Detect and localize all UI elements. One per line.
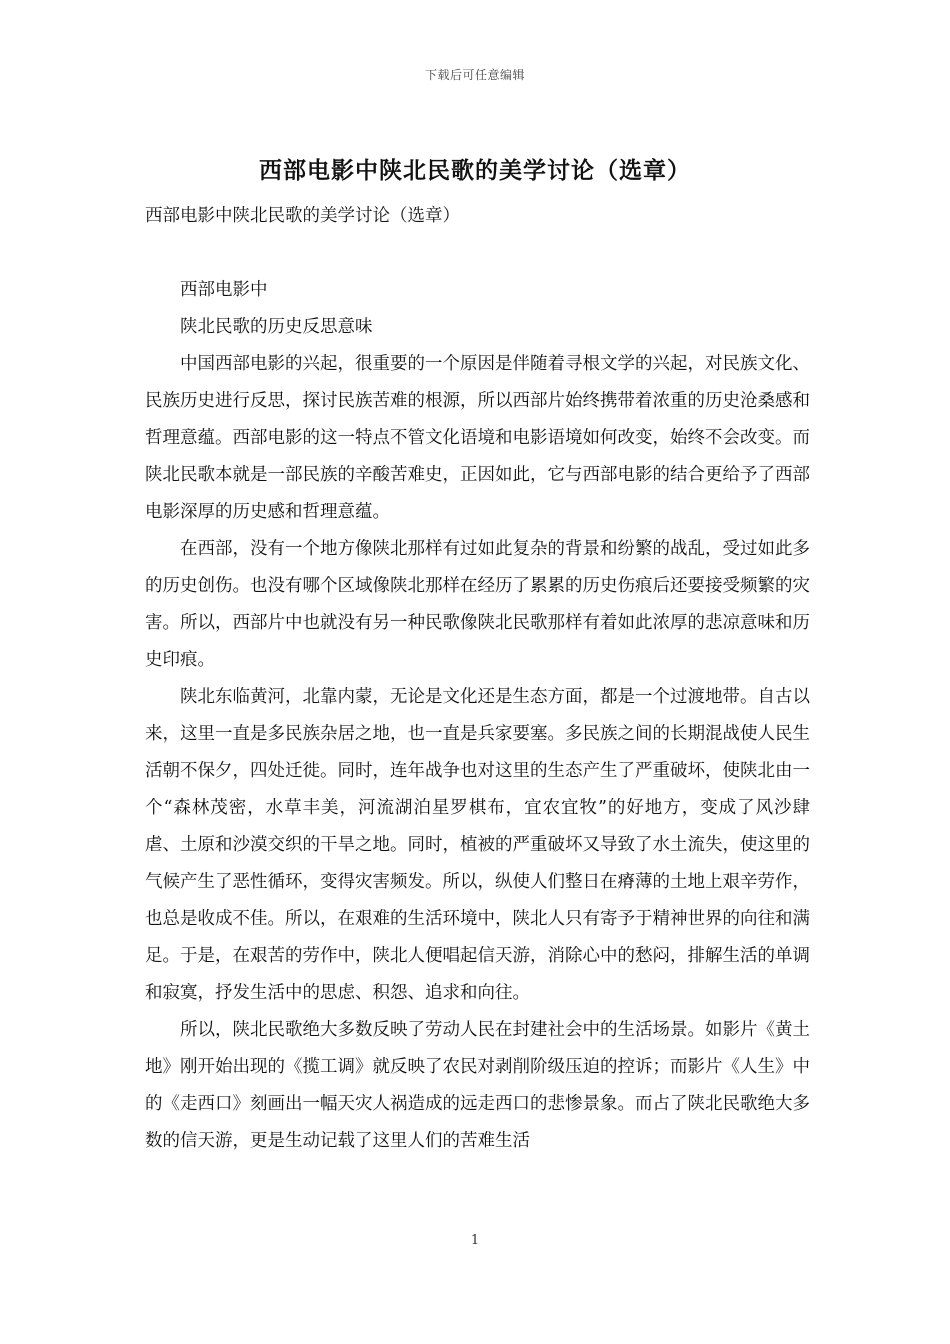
document-subtitle: 西部电影中陕北民歌的美学讨论（选章） bbox=[145, 206, 460, 226]
page-header-note: 下载后可任意编辑 bbox=[424, 68, 525, 82]
body-paragraph: 中国西部电影的兴起，很重要的一个原因是伴随着寻根文学的兴起，对民族文化、民族历史进行反思，探讨民族苦难的根源，所以西部片始终携带着浓重的历史沧桑感和哲理意蕴。西部电影的这一特点不管文化语境和电影语境如何改变，始终不会改变。而陕北民歌本就是一部民族的辛酸苦难史，正因如此，它与西部电影的结合更给予了西部电影深厚的历史感和哲理意蕴。 bbox=[145, 354, 810, 522]
section-heading-line-2: 陕北民歌的历史反思意味 bbox=[180, 317, 373, 337]
blank-line bbox=[145, 235, 810, 272]
document-body bbox=[145, 198, 810, 1160]
body-paragraph: 所以，陕北民歌绝大多数反映了劳动人民在封建社会中的生活场景。如影片《黄土地》刚开始出现的《揽工调》就反映了农民对剥削阶级压迫的控诉；而影片《人生》中的《走西口》刻画出一幅天灾人祸造成的远走西口的悲惨景象。而占了陕北民歌绝大多数的信天游，更是生动记载了这里人们的苦难生活 bbox=[145, 1020, 810, 1151]
section-heading-line-1: 西部电影中 bbox=[180, 280, 268, 300]
page-number: 1 bbox=[470, 1233, 480, 1248]
body-paragraph: 在西部，没有一个地方像陕北那样有过如此复杂的背景和纷繁的战乱，受过如此多的历史创伤。也没有哪个区域像陕北那样在经历了累累的历史伤痕后还要接受频繁的灾害。所以，西部片中也就没有另一种民歌像陕北民歌那样有着如此浓厚的悲凉意味和历史印痕。 bbox=[145, 539, 810, 670]
body-paragraph: 陕北东临黄河，北靠内蒙，无论是文化还是生态方面，都是一个过渡地带。自古以来，这里一直是多民族杂居之地，也一直是兵家要塞。多民族之间的长期混战使人民生活朝不保夕，四处迁徙。同时，连年战争也对这里的生态产生了严重破坏，使陕北由一个“森林茂密，水草丰美，河流湖泊星罗棋布，宜农宜牧”的好地方，变成了风沙肆虐、土原和沙漠交织的干旱之地。同时，植被的严重破坏又导致了水土流失，使这里的气候产生了恶性循环，变得灾害频发。所以，纵使人们整日在瘠薄的土地上艰辛劳作，也总是收成不佳。所以，在艰难的生活环境中，陕北人只有寄予于精神世界的向往和满足。于是，在艰苦的劳作中，陕北人便唱起信天游，消除心中的愁闷，排解生活的单调和寂寞，抒发生活中的思虑、积怨、追求和向往。 bbox=[145, 687, 810, 1003]
document-title: 西部电影中陕北民歌的美学讨论（选章） bbox=[259, 157, 691, 184]
